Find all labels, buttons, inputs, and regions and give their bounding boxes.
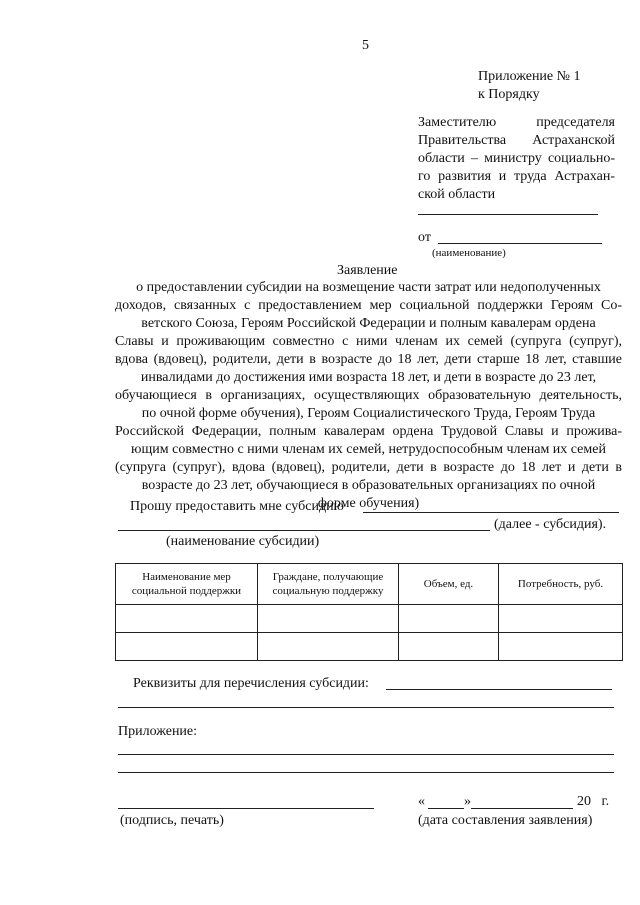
from-field-line bbox=[438, 243, 602, 244]
measures-table bbox=[115, 563, 623, 661]
table-cell[interactable] bbox=[499, 605, 623, 633]
from-caption: (наименование) bbox=[432, 247, 506, 259]
body-line: вдова (вдовец), родители, дети в возрасте до 18 лет, дети старше 18 лет, ставшие bbox=[115, 352, 622, 367]
requisites-label: Реквизиты для перечисления субсидии: bbox=[133, 676, 369, 691]
requisites-line-2 bbox=[118, 707, 614, 708]
table-header-cell: Потребность, руб. bbox=[499, 564, 623, 605]
body-line: ющим совместно с ними членам их семей, нетрудоспособным членам их семей bbox=[131, 442, 606, 457]
table-cell[interactable] bbox=[399, 633, 499, 661]
body-line: о предоставлении субсидии на возмещение части затрат или недополученных bbox=[136, 280, 601, 295]
subsidy-caption: (наименование субсидии) bbox=[166, 534, 320, 549]
body-line: (супруга (супруг), вдова (вдовец), родители, дети в возрасте до 18 лет и дети в bbox=[115, 460, 622, 475]
appendix-line-2: к Порядку bbox=[478, 87, 540, 102]
date-open-quote: « bbox=[418, 794, 425, 809]
table-header-cell: Граждане, получающие социальную поддержку bbox=[258, 564, 399, 605]
body-line: Российской Федерации, полным кавалерам ордена Трудовой Славы и прожива- bbox=[115, 424, 622, 439]
table-header-row bbox=[116, 564, 623, 605]
date-day-line bbox=[428, 808, 464, 809]
date-year-suffix: 20 г. bbox=[577, 794, 610, 809]
body-line: ветского Союза, Героям Российской Федерации и полным кавалерам ордена bbox=[141, 316, 596, 331]
table-cell[interactable] bbox=[499, 633, 623, 661]
date-month-line bbox=[471, 808, 573, 809]
table-row bbox=[116, 633, 623, 661]
addressee-line: области – министру социально- bbox=[418, 151, 615, 166]
attachment-label: Приложение: bbox=[118, 724, 198, 739]
document-title: Заявление bbox=[337, 263, 398, 278]
body-line: по очной форме обучения), Героям Социалистического Труда, Героям Труда bbox=[141, 406, 596, 421]
addressee-underline bbox=[418, 214, 598, 215]
body-line: форме обучения) bbox=[317, 496, 420, 511]
table-header-cell: Объем, ед. bbox=[399, 564, 499, 605]
body-line: возрасте до 23 лет, обучающиеся в образовательных организациях по очной bbox=[141, 478, 596, 493]
table-row bbox=[116, 605, 623, 633]
table-header-cell: Наименование мер социальной поддержки bbox=[116, 564, 258, 605]
addressee-line: ской области bbox=[418, 187, 496, 202]
page-number: 5 bbox=[362, 38, 369, 53]
addressee-line: го развития и труда Астрахан- bbox=[418, 169, 615, 184]
subsidy-name-line-1 bbox=[363, 512, 619, 513]
signature-line bbox=[118, 808, 374, 809]
body-line: доходов, связанных с предоставлением мер социальной поддержки Героям Со- bbox=[115, 298, 622, 313]
request-suffix: (далее - субсидия). bbox=[494, 517, 607, 532]
date-close-quote: » bbox=[464, 794, 471, 809]
addressee-line: Заместителю председателя bbox=[418, 115, 615, 130]
table-cell[interactable] bbox=[116, 633, 258, 661]
addressee-block bbox=[418, 114, 615, 204]
table-cell[interactable] bbox=[399, 605, 499, 633]
request-text: Прошу предоставить мне субсидию bbox=[130, 499, 345, 514]
attachment-line-1 bbox=[118, 754, 614, 755]
table-cell[interactable] bbox=[258, 605, 399, 633]
addressee-line: Правительства Астраханской bbox=[418, 133, 615, 148]
body-line: обучающиеся в организациях, осуществляющих образовательную деятельность, bbox=[115, 388, 622, 403]
body-line: инвалидами до достижения ими возраста 18 лет, и дети в возрасте до 23 лет, bbox=[140, 370, 597, 385]
body-line: Славы и проживающим совместно с ними членам их семей (супруга (супруг), bbox=[115, 334, 622, 349]
table-cell[interactable] bbox=[116, 605, 258, 633]
requisites-line-1 bbox=[386, 689, 612, 690]
table-cell[interactable] bbox=[258, 633, 399, 661]
body-text bbox=[115, 279, 622, 513]
attachment-line-2 bbox=[118, 772, 614, 773]
signature-caption: (подпись, печать) bbox=[120, 813, 224, 828]
date-caption: (дата составления заявления) bbox=[418, 813, 593, 828]
subsidy-name-line-2 bbox=[118, 530, 490, 531]
appendix-line-1: Приложение № 1 bbox=[478, 69, 581, 84]
from-label: от bbox=[418, 230, 431, 245]
